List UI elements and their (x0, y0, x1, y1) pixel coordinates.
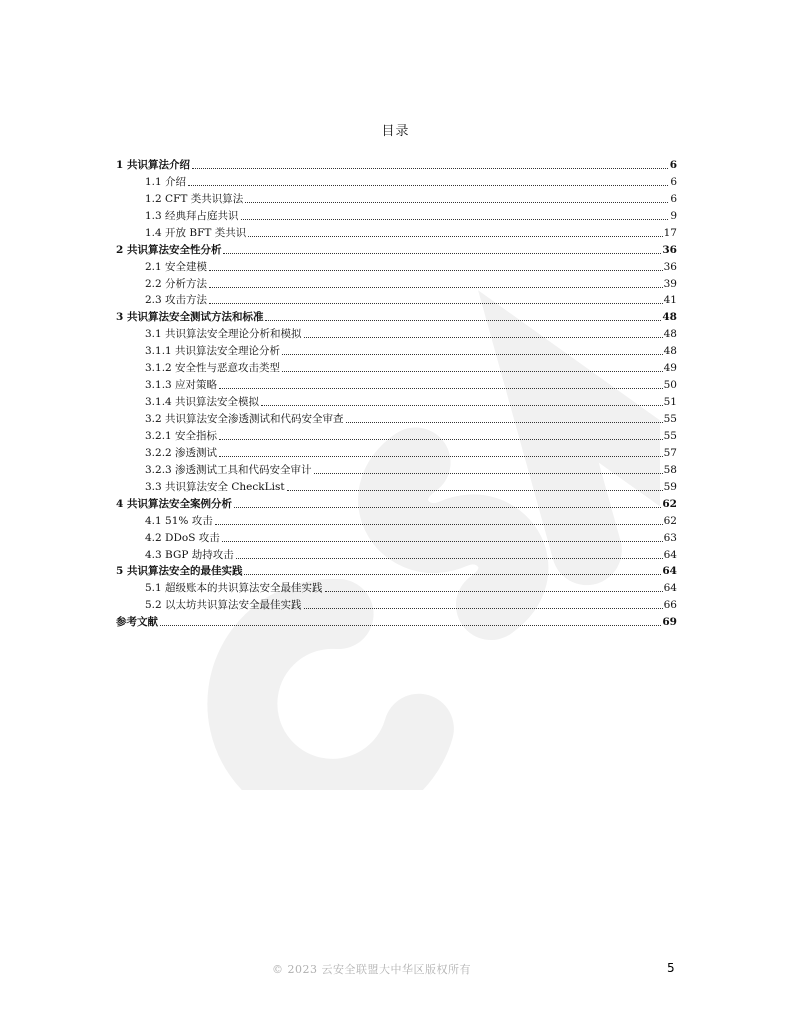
toc-entry-page: 64 (663, 582, 677, 595)
toc-entry-page: 62 (662, 497, 677, 510)
dot-leader (219, 455, 663, 457)
toc-entry[interactable] (116, 375, 677, 392)
dot-leader (160, 624, 661, 626)
toc-entry-page: 39 (663, 277, 677, 290)
toc-entry-page: 48 (663, 328, 677, 341)
page-number: 5 (667, 961, 675, 975)
toc-entry-title: 3.2.1 安全指标 (145, 429, 218, 442)
toc-entry-title: 4.3 BGP 劫持攻击 (145, 548, 234, 561)
toc-entry-page: 41 (663, 294, 677, 307)
toc-entry-title: 5.1 超级账本的共识算法安全最佳实践 (145, 582, 323, 595)
dot-leader (192, 167, 668, 169)
toc-entry[interactable] (116, 426, 677, 443)
toc-entry[interactable] (116, 494, 677, 511)
dot-leader (241, 218, 668, 220)
page-footer (0, 961, 791, 977)
toc-entry-title: 3.2.2 渗透测试 (145, 446, 218, 459)
toc-title: 目录 (381, 124, 410, 139)
toc-entry-title: 3.2 共识算法安全渗透测试和代码安全审查 (145, 413, 344, 425)
toc-entry-title: 1.4 开放 BFT 类共识 (145, 226, 247, 239)
toc-entry-page: 50 (663, 379, 677, 392)
toc-entry-page: 69 (662, 616, 677, 629)
toc-entry[interactable] (116, 223, 677, 240)
toc-entry-title: 4.2 DDoS 攻击 (145, 531, 220, 544)
toc-entry-title: 5 共识算法安全的最佳实践 (116, 565, 243, 578)
toc-entry[interactable] (116, 307, 677, 324)
toc-entry-page: 6 (670, 175, 677, 188)
toc-entry[interactable] (116, 155, 677, 172)
toc-entry[interactable] (116, 358, 677, 375)
toc-entry-page: 59 (663, 480, 677, 493)
dot-leader (209, 302, 663, 304)
dot-leader (304, 336, 663, 338)
dot-leader (346, 421, 663, 423)
toc-entry-page: 9 (670, 209, 677, 222)
toc-entry[interactable] (116, 257, 677, 274)
toc-entry-title: 3.1.4 共识算法安全模拟 (145, 396, 260, 409)
toc-entry-page: 62 (663, 514, 677, 527)
dot-leader (245, 201, 668, 203)
toc-entry-page: 57 (663, 446, 677, 459)
toc-entry[interactable] (116, 206, 677, 223)
toc-entry-title: 5.2 以太坊共识算法安全最佳实践 (145, 599, 302, 612)
toc-entry-title: 1 共识算法介绍 (116, 158, 190, 171)
dot-leader (325, 590, 663, 592)
dot-leader (287, 489, 663, 491)
toc-entry-title: 3.2.3 渗透测试工具和代码安全审计 (145, 463, 312, 476)
toc-entry[interactable] (116, 172, 677, 189)
toc-entry-title: 1.2 CFT 类共识算法 (145, 192, 244, 205)
toc-entry-page: 48 (663, 345, 677, 358)
dot-leader (282, 370, 663, 372)
toc-entry[interactable] (116, 612, 677, 629)
toc-entry[interactable] (116, 409, 677, 426)
toc-entry-title: 2 共识算法安全性分析 (116, 243, 222, 256)
toc-entry-title: 3 共识算法安全测试方法和标准 (116, 311, 264, 324)
toc-entry-page: 6 (670, 192, 677, 205)
toc-entry-page: 17 (663, 226, 677, 239)
toc-entry[interactable] (116, 324, 677, 341)
toc-entry-title: 3.1 共识算法安全理论分析和模拟 (145, 328, 302, 341)
toc-entry-page: 64 (663, 548, 677, 561)
toc-entry-title: 2.3 攻击方法 (145, 294, 208, 307)
dot-leader (234, 506, 661, 508)
dot-leader (314, 472, 663, 474)
dot-leader (248, 235, 662, 237)
dot-leader (219, 438, 663, 440)
toc-entry-page: 55 (663, 413, 677, 425)
toc-entry-page: 63 (663, 531, 677, 544)
dot-leader (188, 184, 668, 186)
dot-leader (304, 607, 663, 609)
dot-leader (265, 319, 661, 321)
dot-leader (215, 523, 663, 525)
toc-entry-title: 3.3 共识算法安全 CheckList (145, 480, 285, 493)
table-of-contents (116, 155, 677, 629)
dot-leader (222, 540, 663, 542)
toc-entry[interactable] (116, 240, 677, 257)
toc-entry-page: 48 (662, 311, 677, 324)
toc-entry[interactable] (116, 528, 677, 545)
toc-entry-title: 4.1 51% 攻击 (145, 514, 213, 527)
toc-entry[interactable] (116, 460, 677, 477)
toc-entry-title: 2.1 安全建模 (145, 260, 208, 273)
dot-leader (244, 573, 661, 575)
toc-entry[interactable] (116, 511, 677, 528)
toc-entry-title: 1.3 经典拜占庭共识 (145, 209, 239, 222)
toc-entry[interactable] (116, 545, 677, 562)
toc-entry-title: 4 共识算法安全案例分析 (116, 497, 232, 510)
toc-entry[interactable] (116, 291, 677, 308)
toc-entry[interactable] (116, 341, 677, 358)
toc-entry-page: 66 (663, 599, 677, 612)
toc-entry[interactable] (116, 562, 677, 579)
toc-entry[interactable] (116, 578, 677, 595)
toc-entry-title: 1.1 介绍 (145, 175, 187, 188)
dot-leader (209, 269, 663, 271)
toc-entry-page: 36 (662, 243, 677, 256)
copyright-notice: © 2023 云安全联盟大中华区版权所有 (272, 963, 471, 976)
toc-entry[interactable] (116, 392, 677, 409)
toc-entry-page: 64 (662, 565, 677, 578)
toc-entry-title: 2.2 分析方法 (145, 277, 208, 290)
toc-entry[interactable] (116, 189, 677, 206)
toc-entry[interactable] (116, 443, 677, 460)
toc-entry-title: 3.1.3 应对策略 (145, 379, 218, 392)
dot-leader (282, 353, 663, 355)
toc-entry-page: 36 (663, 260, 677, 273)
toc-entry-title: 3.1.1 共识算法安全理论分析 (145, 345, 281, 358)
dot-leader (209, 286, 663, 288)
dot-leader (236, 557, 663, 559)
toc-entry-page: 58 (663, 463, 677, 476)
toc-entry-page: 51 (663, 396, 677, 409)
toc-entry-page: 49 (663, 362, 677, 375)
toc-entry[interactable] (116, 595, 677, 612)
toc-entry-title: 3.1.2 安全性与恶意攻击类型 (145, 362, 281, 375)
toc-entry-page: 55 (663, 429, 677, 442)
toc-entry[interactable] (116, 274, 677, 291)
toc-entry-title: 参考文献 (116, 616, 158, 629)
dot-leader (223, 252, 661, 254)
toc-entry[interactable] (116, 477, 677, 494)
dot-leader (219, 387, 663, 389)
dot-leader (261, 404, 663, 406)
toc-entry-page: 6 (669, 158, 677, 171)
